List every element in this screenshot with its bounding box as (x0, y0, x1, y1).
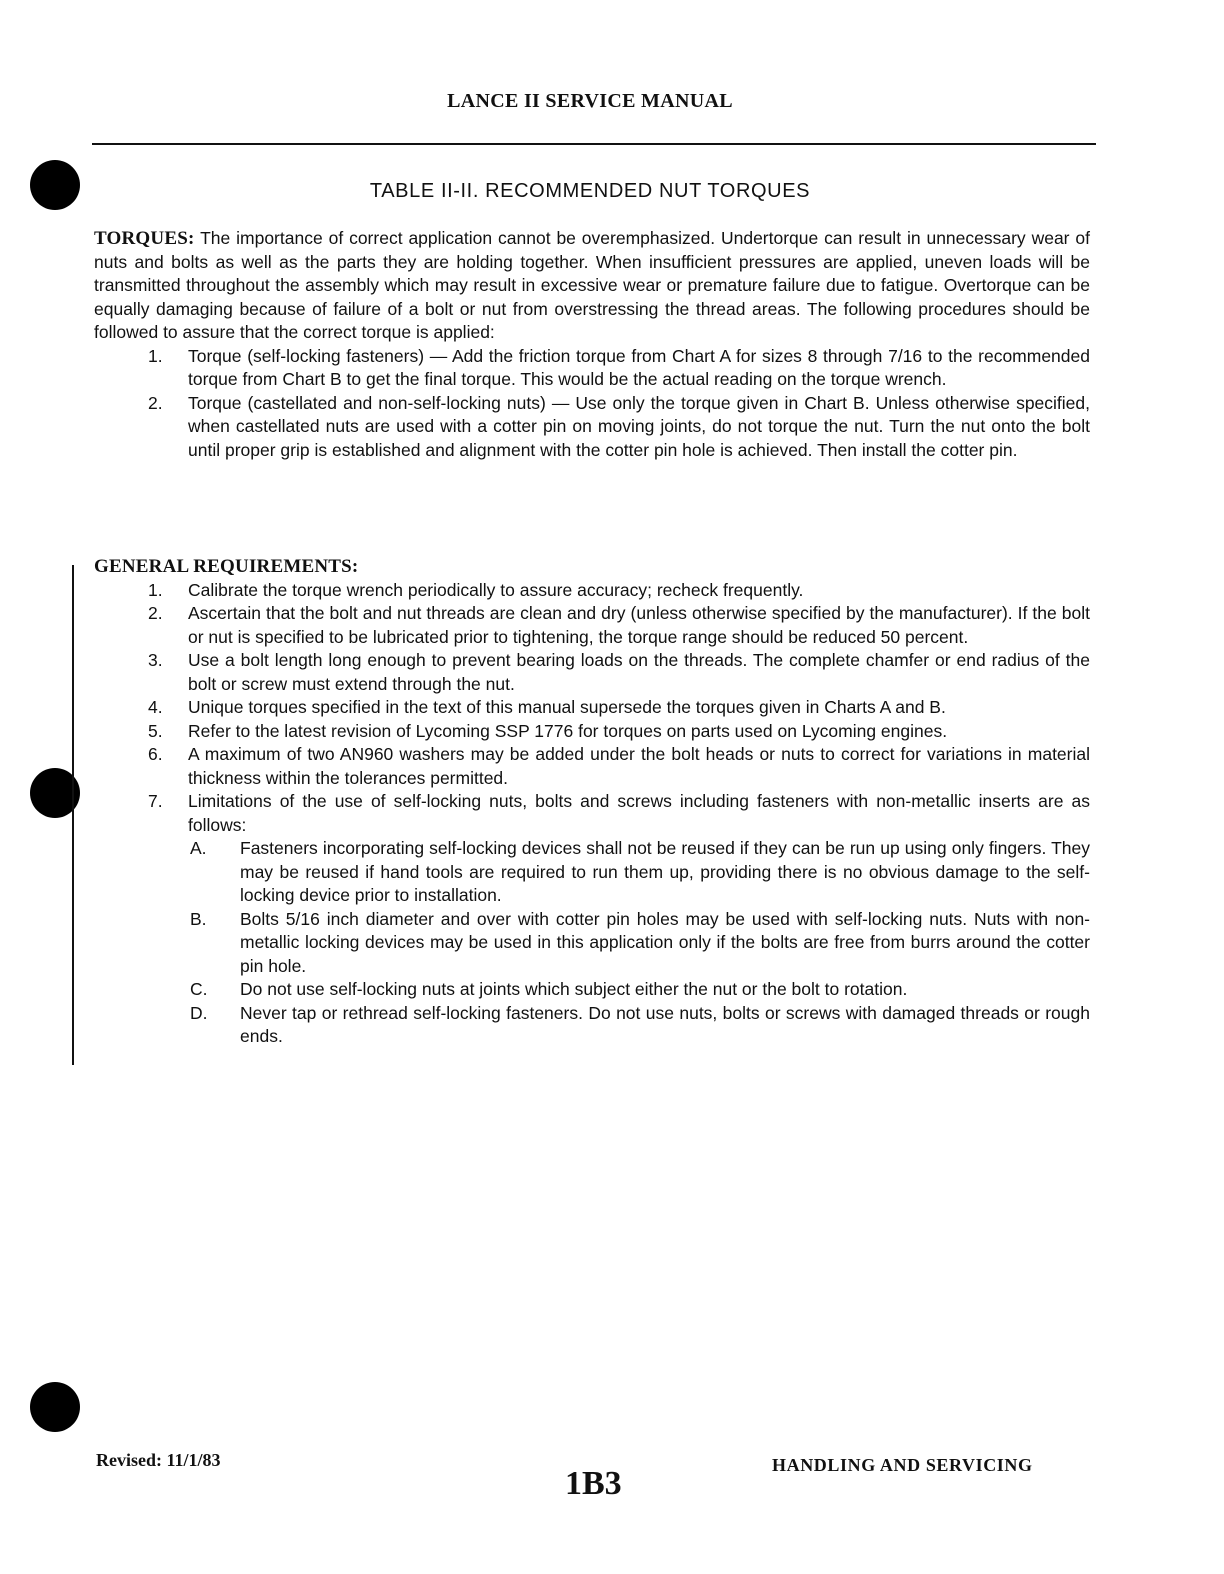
list-item (94, 579, 1090, 603)
list-item (94, 649, 1090, 696)
item-text: A maximum of two AN960 washers may be added under the bolt heads or nuts to correct for variations in material thickness within the tolerances permitted. (188, 744, 1090, 788)
item-number: 2. (148, 603, 163, 623)
item-text: Calibrate the torque wrench periodically to assure accuracy; recheck frequently. (188, 579, 804, 600)
item-text: Bolts 5/16 inch diameter and over with cotter pin holes may be used with self-locking nuts. Nuts with non-metallic locking devices may be used in this application only if the bolts are free from burrs around the cotter pin hole. (240, 908, 1090, 976)
list-item (94, 720, 1090, 744)
item-number: 3. (148, 650, 163, 670)
item-text: Never tap or rethread self-locking fasteners. Do not use nuts, bolts or screws with damaged threads or rough ends. (240, 1002, 1090, 1046)
list-item (94, 696, 1090, 720)
item-text: Refer to the latest revision of Lycoming SSP 1776 for torques on parts used on Lycoming engines. (188, 720, 948, 741)
torques-label: TORQUES: (94, 228, 195, 249)
section-name: HANDLING AND SERVICING (772, 1455, 1033, 1475)
page-code: 1B3 (565, 1465, 622, 1502)
sub-list-item (188, 1002, 1090, 1049)
torques-intro (94, 227, 1090, 345)
list-item (94, 345, 1090, 392)
item-number: 7. (148, 791, 163, 811)
item-number: 2. (148, 392, 163, 413)
item-text: Unique torques specified in the text of this manual supersede the torques given in Charts A and B. (188, 697, 946, 717)
revision-change-bar (72, 565, 74, 1065)
sub-list-item (188, 978, 1090, 1002)
table-title: TABLE II-II. RECOMMENDED NUT TORQUES (369, 180, 811, 202)
punch-hole-bottom (30, 1382, 80, 1432)
torques-list (94, 345, 1090, 463)
fastener-limitations-list (188, 837, 1090, 1049)
item-text: Fasteners incorporating self-locking devices shall not be reused if they can be run up using only fingers. They may be reused if hand tools are required to run them up, providing there is no obvious damage to the self-locking device prior to installation. (240, 838, 1090, 905)
revision-date: Revised: 11/1/83 (96, 1450, 221, 1470)
item-letter: D. (190, 1002, 208, 1023)
item-number: 1. (148, 345, 163, 366)
item-text: Ascertain that the bolt and nut threads are clean and dry (unless otherwise specified by the manufacturer). If the bolt or nut is specified to be lubricated prior to tightening, the torque range should be reduced 50 percent. (188, 603, 1090, 647)
sub-list-item (188, 908, 1090, 979)
manual-title: LANCE II SERVICE MANUAL (447, 90, 733, 112)
item-letter: C. (190, 979, 208, 999)
item-text: Do not use self-locking nuts at joints which subject either the nut or the bolt to rotation. (240, 979, 908, 999)
list-item (94, 790, 1090, 1049)
item-text: Torque (self-locking fasteners) — Add the friction torque from Chart A for sizes 8 through 7/16 to the recommended torque from Chart B to get the final torque. This would be the actual reading on the torque wrench. (188, 345, 1090, 389)
general-requirements-section (94, 555, 1090, 1049)
general-requirements-label: GENERAL REQUIREMENTS: (94, 556, 359, 577)
item-number: 5. (148, 720, 163, 741)
item-text: Use a bolt length long enough to prevent bearing loads on the threads. The complete chamfer or end radius of the bolt or screw must extend through the nut. (188, 650, 1090, 694)
item-text: Torque (castellated and non-self-locking nuts) — Use only the torque given in Chart B. Unless otherwise specified, when castellated nuts are used with a cotter pin on moving joints, do not torque the nut. Turn the nut onto the bolt until proper grip is established and alignment with the cotter pin hole is achieved. Then install the cotter pin. (188, 392, 1090, 460)
item-number: 1. (148, 579, 163, 600)
header-divider (92, 143, 1096, 145)
item-letter: B. (190, 908, 207, 929)
torques-section (94, 227, 1090, 462)
list-item (94, 602, 1090, 649)
item-letter: A. (190, 838, 207, 858)
list-item (94, 743, 1090, 790)
list-item (94, 392, 1090, 463)
item-number: 6. (148, 744, 163, 764)
item-number: 4. (148, 697, 163, 717)
torques-intro-text: The importance of correct application cannot be overemphasized. Undertorque can result in unnecessary wear of nuts and bolts as well as the parts they are holding together. When insufficient pressures are applied, uneven loads will be transmitted throughout the assembly which may result in excessive wear or premature failure due to fatigue. Overtorque can be equally damaging because of failure of a bolt or nut from overstressing the thread areas. The following procedures should be followed to assure that the correct torque is applied: (94, 228, 1090, 342)
general-requirements-list (94, 579, 1090, 1049)
sub-list-item (188, 837, 1090, 908)
item-text: Limitations of the use of self-locking nuts, bolts and screws including fasteners with non-metallic inserts are as follows: (188, 791, 1090, 835)
